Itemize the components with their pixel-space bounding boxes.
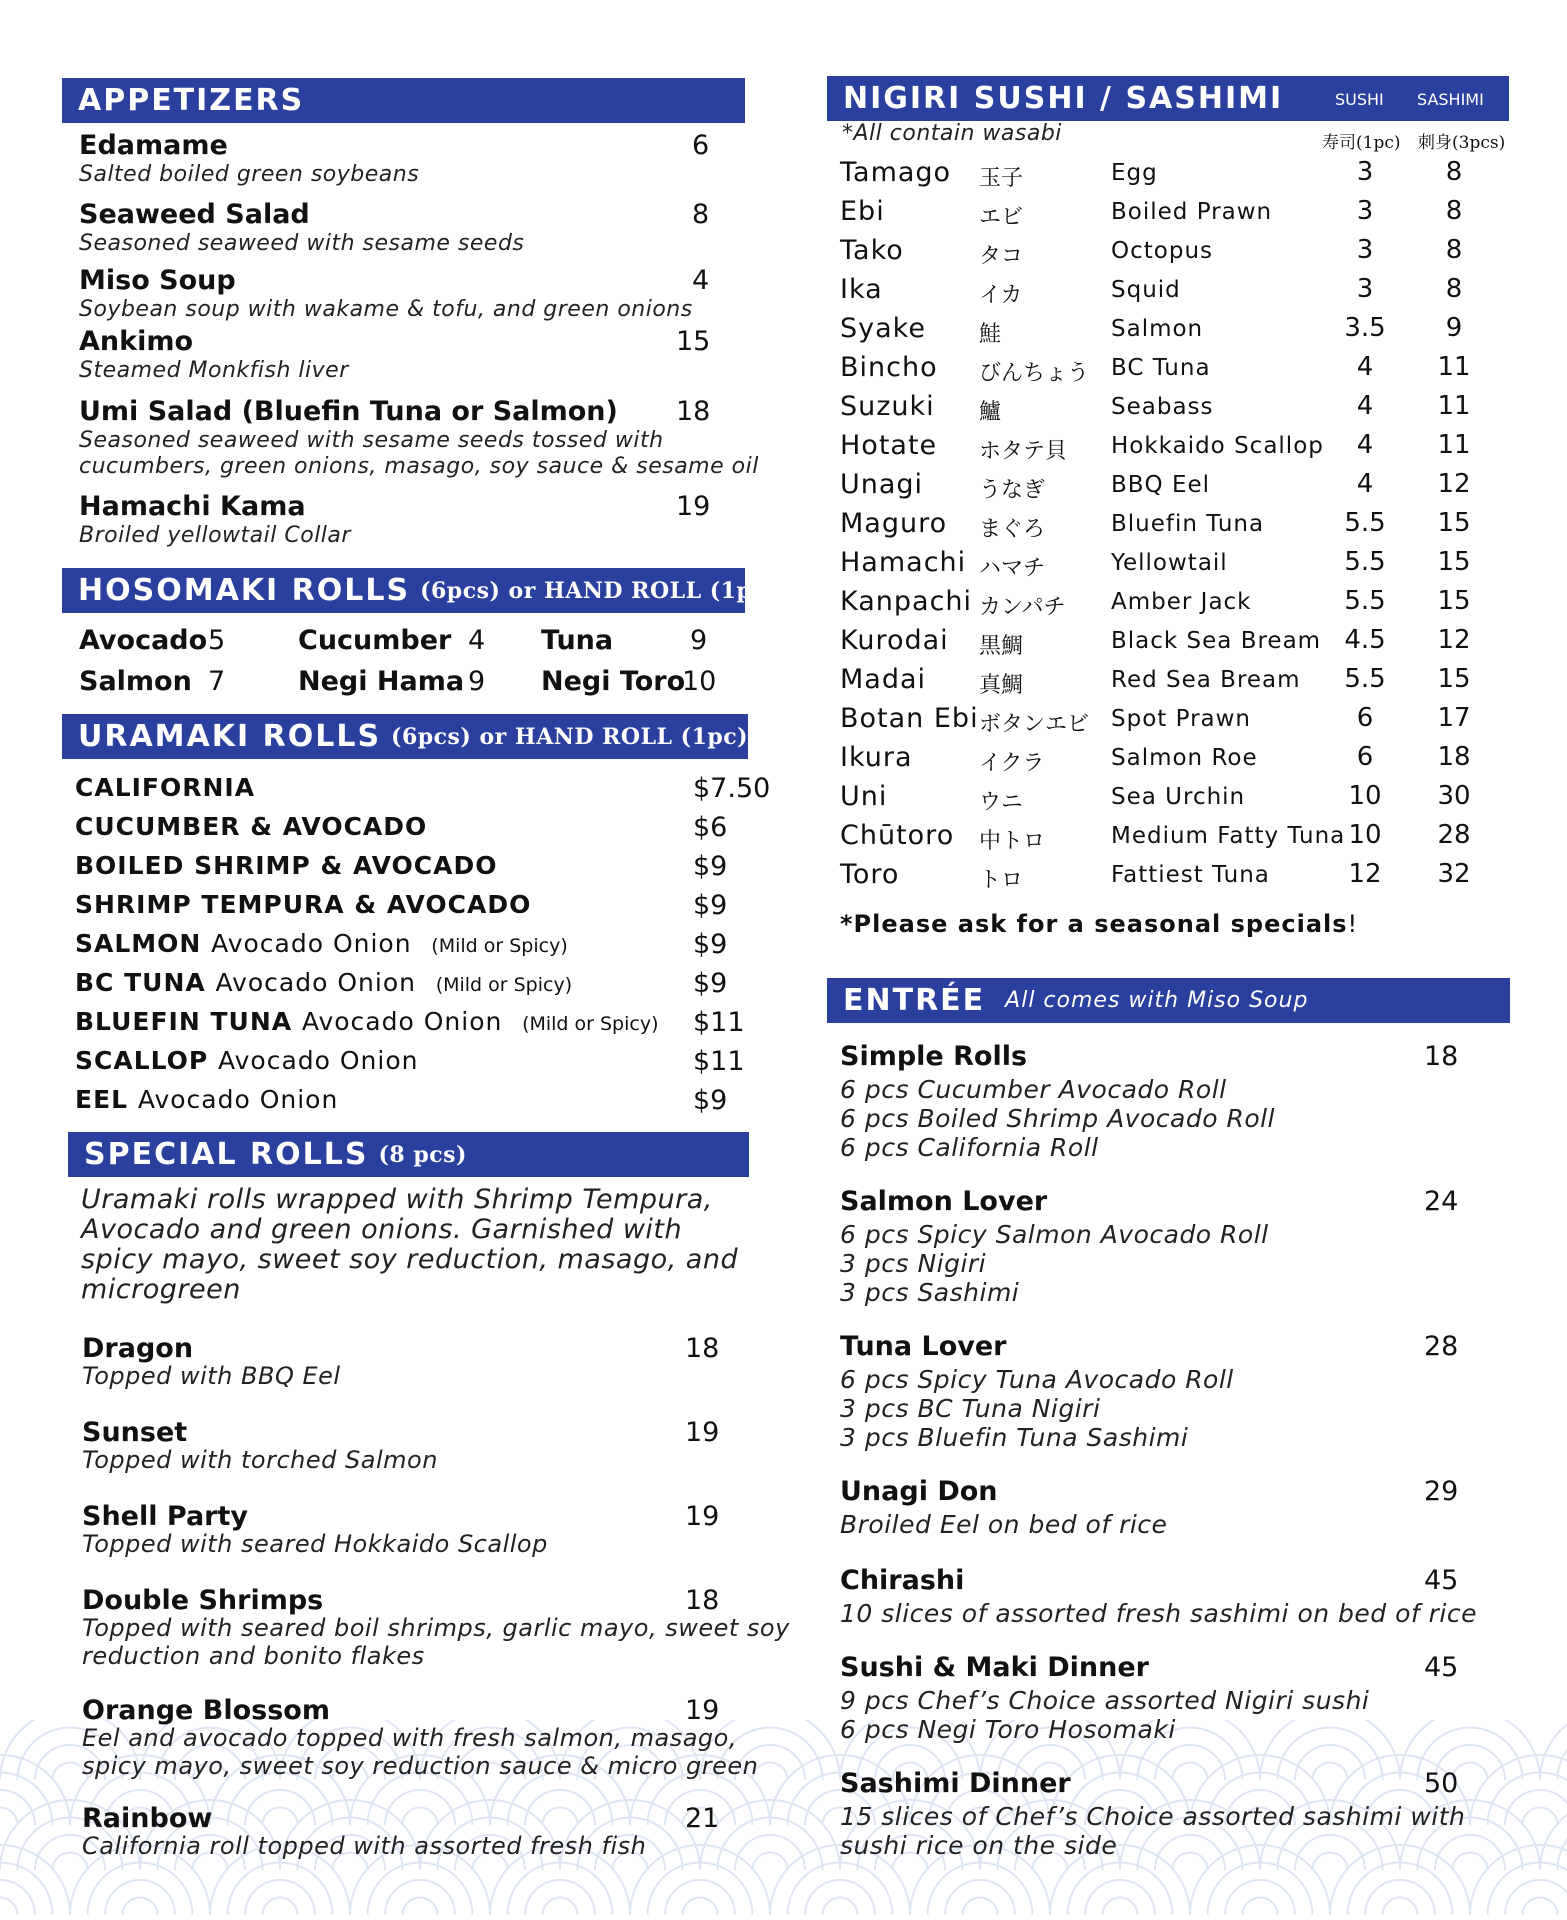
- seasonal-note-text: *Please ask for a seasonal specials: [840, 910, 1348, 938]
- special-roll-price: 21: [685, 1803, 720, 1834]
- nigiri-sashimi-price: 15: [1437, 586, 1471, 616]
- hosomaki-price: 10: [682, 666, 717, 697]
- appetizer-desc: Broiled yellowtail Collar: [79, 523, 351, 548]
- uramaki-item: [75, 773, 255, 802]
- hosomaki-name: Salmon: [79, 666, 192, 697]
- entree-desc-line: 6 pcs Cucumber Avocado Roll: [840, 1075, 1227, 1104]
- entree-desc-line: 6 pcs Boiled Shrimp Avocado Roll: [840, 1104, 1276, 1133]
- nigiri-sushi-price: 5.5: [1344, 586, 1386, 616]
- uramaki-item: [75, 851, 497, 880]
- nigiri-name: Tamago: [840, 157, 952, 188]
- entree-price: 50: [1424, 1768, 1459, 1799]
- nigiri-english: Black Sea Bream: [1111, 628, 1322, 654]
- special-intro-line: Avocado and green onions. Garnished with: [81, 1214, 683, 1245]
- uramaki-option: (Mild or Spicy): [435, 974, 573, 996]
- uramaki-name: SALMON: [75, 929, 202, 958]
- special-roll-name: Shell Party: [82, 1501, 248, 1532]
- nigiri-name: Kurodai: [840, 625, 949, 656]
- entree-name: Unagi Don: [840, 1476, 998, 1507]
- uramaki-extra: Avocado Onion: [217, 1046, 419, 1075]
- nigiri-sushi-price: 3: [1356, 157, 1374, 187]
- nigiri-name: Uni: [840, 781, 888, 812]
- entree-header: [827, 978, 1510, 1023]
- nigiri-name: Hotate: [840, 430, 938, 461]
- appetizer-price: 6: [692, 130, 710, 161]
- special-roll-price: 18: [685, 1333, 720, 1364]
- appetizer-desc: Seasoned seaweed with sesame seeds tossed with: [79, 428, 664, 453]
- uramaki-header: [62, 714, 748, 759]
- entree-subtitle: All comes with Miso Soup: [1005, 988, 1309, 1013]
- special-rolls-header: [68, 1132, 749, 1177]
- nigiri-sashimi-price: 11: [1437, 352, 1471, 382]
- nigiri-sushi-price: 3: [1356, 196, 1374, 226]
- nigiri-japanese: ウニ: [979, 790, 1024, 815]
- uramaki-item: [75, 1085, 338, 1114]
- nigiri-english: Boiled Prawn: [1111, 199, 1273, 225]
- nigiri-japanese: まぐろ: [979, 517, 1046, 542]
- nigiri-sushi-price: 6: [1356, 742, 1374, 772]
- uramaki-price: $9: [693, 929, 728, 960]
- uramaki-item: [75, 929, 568, 958]
- uramaki-subtitle: (6pcs) or HAND ROLL (1pc): [391, 723, 749, 750]
- uramaki-price: $11: [693, 1046, 745, 1077]
- nigiri-japanese: トロ: [979, 868, 1024, 893]
- nigiri-english: Salmon Roe: [1111, 745, 1258, 771]
- special-roll-desc: Topped with seared Hokkaido Scallop: [82, 1530, 548, 1558]
- nigiri-name: Hamachi: [840, 547, 967, 578]
- uramaki-extra: Avocado Onion: [211, 929, 412, 958]
- uramaki-title: URAMAKI ROLLS: [78, 719, 382, 754]
- nigiri-name: Toro: [840, 859, 900, 890]
- nigiri-english: Hokkaido Scallop: [1111, 433, 1324, 459]
- special-roll-name: Rainbow: [82, 1803, 213, 1834]
- entree-desc-line: 10 slices of assorted fresh sashimi on bed of rice: [840, 1599, 1477, 1628]
- special-roll-desc-line2: spicy mayo, sweet soy reduction sauce & micro green: [82, 1752, 759, 1780]
- special-roll-price: 18: [685, 1585, 720, 1616]
- nigiri-japanese: うなぎ: [979, 478, 1046, 503]
- special-intro-line: spicy mayo, sweet soy reduction, masago, and: [81, 1244, 739, 1275]
- special-rolls-title: SPECIAL ROLLS: [84, 1137, 369, 1172]
- nigiri-english: Squid: [1111, 277, 1181, 303]
- uramaki-item: [75, 812, 427, 841]
- seasonal-note: [840, 910, 1357, 938]
- appetizers-title: APPETIZERS: [78, 83, 305, 118]
- special-roll-name: Sunset: [82, 1417, 188, 1448]
- nigiri-note: *All contain wasabi: [842, 121, 1062, 146]
- nigiri-sashimi-price: 32: [1437, 859, 1471, 889]
- nigiri-english: Amber Jack: [1111, 589, 1252, 615]
- appetizer-name: Umi Salad (Bluefin Tuna or Salmon): [79, 396, 618, 427]
- nigiri-japanese: 中トロ: [979, 829, 1046, 854]
- special-roll-desc-line2: reduction and bonito flakes: [82, 1642, 425, 1670]
- nigiri-sashimi-price: 8: [1445, 235, 1463, 265]
- nigiri-sashimi-price: 17: [1437, 703, 1471, 733]
- appetizer-name: Ankimo: [79, 326, 194, 357]
- nigiri-name: Chūtoro: [840, 820, 955, 851]
- special-intro-line: microgreen: [81, 1274, 241, 1305]
- nigiri-col-sashimi: SASHIMI: [1417, 90, 1484, 109]
- nigiri-sashimi-price: 15: [1437, 547, 1471, 577]
- nigiri-sashimi-price: 12: [1437, 469, 1471, 499]
- appetizer-desc-line2: cucumbers, green onions, masago, soy sauce & sesame oil: [79, 454, 759, 479]
- uramaki-price: $6: [693, 812, 728, 843]
- nigiri-title: NIGIRI SUSHI / SASHIMI: [843, 81, 1284, 116]
- nigiri-sashimi-price: 12: [1437, 625, 1471, 655]
- nigiri-sashimi-sub: 刺身(3pcs): [1418, 133, 1506, 153]
- special-roll-price: 19: [685, 1501, 720, 1532]
- nigiri-name: Syake: [840, 313, 926, 344]
- uramaki-name: CALIFORNIA: [75, 773, 256, 802]
- nigiri-sashimi-price: 8: [1445, 274, 1463, 304]
- appetizer-price: 19: [676, 491, 711, 522]
- nigiri-japanese: イクラ: [979, 751, 1045, 776]
- hosomaki-name: Negi Hama: [298, 666, 465, 697]
- appetizer-price: 4: [692, 265, 710, 296]
- appetizer-desc: Soybean soup with wakame & tofu, and green onions: [79, 297, 693, 322]
- nigiri-sushi-price: 3.5: [1344, 313, 1386, 343]
- nigiri-sushi-price: 4: [1356, 352, 1374, 382]
- special-roll-desc: Eel and avocado topped with fresh salmon, masago,: [82, 1724, 737, 1752]
- nigiri-name: Ika: [840, 274, 883, 305]
- nigiri-sashimi-price: 15: [1437, 664, 1471, 694]
- nigiri-sushi-price: 5.5: [1344, 508, 1386, 538]
- nigiri-english: Seabass: [1111, 394, 1214, 420]
- appetizer-desc: Salted boiled green soybeans: [79, 162, 420, 187]
- nigiri-sushi-price: 4: [1356, 391, 1374, 421]
- nigiri-english: BBQ Eel: [1111, 472, 1211, 498]
- nigiri-sushi-price: 10: [1348, 781, 1382, 811]
- nigiri-english: Salmon: [1111, 316, 1204, 342]
- nigiri-sashimi-price: 8: [1445, 196, 1463, 226]
- uramaki-price: $9: [693, 890, 728, 921]
- uramaki-item: [75, 1007, 659, 1036]
- entree-desc-line: 3 pcs Sashimi: [840, 1278, 1020, 1307]
- nigiri-name: Bincho: [840, 352, 938, 383]
- entree-price: 28: [1424, 1331, 1459, 1362]
- hosomaki-name: Negi Toro: [541, 666, 686, 697]
- appetizer-name: Seaweed Salad: [79, 199, 310, 230]
- entree-title: ENTRÉE: [843, 983, 986, 1018]
- hosomaki-title: HOSOMAKI ROLLS: [78, 573, 411, 608]
- seasonal-note-end: !: [1347, 910, 1358, 938]
- entree-desc-line: 3 pcs Nigiri: [840, 1249, 987, 1278]
- nigiri-name: Tako: [840, 235, 904, 266]
- entree-desc-line: 6 pcs Spicy Tuna Avocado Roll: [840, 1365, 1234, 1394]
- nigiri-sushi-price: 4: [1356, 469, 1374, 499]
- entree-price: 18: [1424, 1041, 1459, 1072]
- uramaki-extra: Avocado Onion: [137, 1085, 339, 1114]
- entree-name: Sushi & Maki Dinner: [840, 1652, 1149, 1683]
- special-rolls-subtitle: (8 pcs): [378, 1141, 467, 1168]
- nigiri-name: Unagi: [840, 469, 924, 500]
- special-roll-name: Double Shrimps: [82, 1585, 324, 1616]
- nigiri-sashimi-price: 9: [1445, 313, 1463, 343]
- entree-desc-line: Broiled Eel on bed of rice: [840, 1510, 1168, 1539]
- uramaki-name: BC TUNA: [75, 968, 206, 997]
- nigiri-japanese: ハマチ: [979, 556, 1046, 581]
- nigiri-name: Kanpachi: [840, 586, 973, 617]
- nigiri-japanese: 鮭: [979, 322, 1002, 347]
- special-roll-desc: Topped with BBQ Eel: [82, 1362, 341, 1390]
- uramaki-item: [75, 968, 572, 997]
- nigiri-sushi-price: 5.5: [1344, 664, 1386, 694]
- entree-name: Sashimi Dinner: [840, 1768, 1071, 1799]
- appetizer-name: Miso Soup: [79, 265, 236, 296]
- uramaki-name: BLUEFIN TUNA: [75, 1007, 293, 1036]
- nigiri-japanese: ボタンエビ: [979, 712, 1090, 737]
- uramaki-name: BOILED SHRIMP & AVOCADO: [75, 851, 498, 880]
- entree-name: Chirashi: [840, 1565, 965, 1596]
- appetizers-header: [62, 78, 745, 123]
- appetizer-price: 18: [676, 396, 711, 427]
- nigiri-sushi-price: 4: [1356, 430, 1374, 460]
- entree-price: 45: [1424, 1652, 1459, 1683]
- entree-price: 24: [1424, 1186, 1459, 1217]
- uramaki-item: [75, 890, 531, 919]
- uramaki-extra: Avocado Onion: [215, 968, 416, 997]
- nigiri-english: Bluefin Tuna: [1111, 511, 1265, 537]
- nigiri-japanese: 玉子: [979, 166, 1024, 191]
- nigiri-japanese: 黒鯛: [979, 634, 1024, 659]
- appetizer-desc: Seasoned seaweed with sesame seeds: [79, 231, 525, 256]
- nigiri-english: Egg: [1111, 160, 1158, 186]
- appetizer-price: 15: [676, 326, 711, 357]
- nigiri-sashimi-price: 15: [1437, 508, 1471, 538]
- entree-desc-line: 15 slices of Chef’s Choice assorted sashimi with: [840, 1802, 1466, 1831]
- nigiri-japanese: タコ: [979, 244, 1024, 269]
- special-roll-desc: California roll topped with assorted fresh fish: [82, 1832, 647, 1860]
- appetizer-name: Edamame: [79, 130, 228, 161]
- entree-desc-line: 6 pcs Negi Toro Hosomaki: [840, 1715, 1176, 1744]
- entree-name: Tuna Lover: [840, 1331, 1007, 1362]
- nigiri-sushi-price: 3: [1356, 274, 1374, 304]
- uramaki-item: [75, 1046, 418, 1075]
- special-intro-line: Uramaki rolls wrapped with Shrimp Tempura,: [81, 1184, 713, 1215]
- nigiri-japanese: 真鯛: [979, 673, 1024, 698]
- nigiri-sashimi-price: 28: [1437, 820, 1471, 850]
- hosomaki-name: Tuna: [541, 625, 614, 656]
- hosomaki-price: 4: [468, 625, 486, 656]
- uramaki-price: $9: [693, 968, 728, 999]
- entree-desc-line: 9 pcs Chef’s Choice assorted Nigiri sushi: [840, 1686, 1370, 1715]
- nigiri-sashimi-price: 30: [1437, 781, 1471, 811]
- uramaki-extra: Avocado Onion: [301, 1007, 503, 1036]
- entree-name: Salmon Lover: [840, 1186, 1048, 1217]
- hosomaki-price: 5: [208, 625, 226, 656]
- nigiri-sushi-price: 3: [1356, 235, 1374, 265]
- appetizer-price: 8: [692, 199, 710, 230]
- special-roll-price: 19: [685, 1417, 720, 1448]
- special-roll-name: Orange Blossom: [82, 1695, 330, 1726]
- entree-desc-line: 3 pcs Bluefin Tuna Sashimi: [840, 1423, 1189, 1452]
- nigiri-japanese: カンパチ: [979, 595, 1066, 620]
- uramaki-price: $11: [693, 1007, 745, 1038]
- hosomaki-header: [62, 568, 778, 613]
- nigiri-sashimi-price: 11: [1437, 391, 1471, 421]
- nigiri-sushi-price: 5.5: [1344, 547, 1386, 577]
- appetizer-name: Hamachi Kama: [79, 491, 306, 522]
- nigiri-sushi-price: 4.5: [1344, 625, 1386, 655]
- uramaki-price: $7.50: [693, 773, 771, 804]
- uramaki-name: EEL: [75, 1085, 129, 1114]
- nigiri-name: Madai: [840, 664, 927, 695]
- nigiri-sushi-sub: 寿司(1pc): [1322, 133, 1401, 153]
- uramaki-name: SHRIMP TEMPURA & AVOCADO: [75, 890, 532, 919]
- nigiri-english: Red Sea Bream: [1111, 667, 1301, 693]
- hosomaki-price: 9: [690, 625, 708, 656]
- nigiri-name: Maguro: [840, 508, 948, 539]
- nigiri-english: Medium Fatty Tuna: [1111, 823, 1346, 849]
- nigiri-japanese: イカ: [979, 283, 1023, 308]
- nigiri-name: Ikura: [840, 742, 913, 773]
- entree-desc-line: 3 pcs BC Tuna Nigiri: [840, 1394, 1101, 1423]
- nigiri-japanese: 鱸: [979, 400, 1002, 425]
- special-roll-price: 19: [685, 1695, 720, 1726]
- nigiri-japanese: びんちょう: [979, 361, 1090, 386]
- uramaki-option: (Mild or Spicy): [431, 935, 568, 957]
- uramaki-option: (Mild or Spicy): [522, 1013, 659, 1035]
- nigiri-english: BC Tuna: [1111, 355, 1211, 381]
- nigiri-sashimi-price: 18: [1437, 742, 1471, 772]
- special-roll-desc: Topped with torched Salmon: [82, 1446, 438, 1474]
- nigiri-sushi-price: 10: [1348, 820, 1382, 850]
- nigiri-header: [827, 76, 1509, 121]
- uramaki-price: $9: [693, 851, 728, 882]
- nigiri-name: Ebi: [840, 196, 885, 227]
- hosomaki-price: 7: [208, 666, 226, 697]
- entree-price: 29: [1424, 1476, 1459, 1507]
- uramaki-name: CUCUMBER & AVOCADO: [75, 812, 428, 841]
- nigiri-english: Yellowtail: [1111, 550, 1228, 576]
- nigiri-sashimi-price: 11: [1437, 430, 1471, 460]
- entree-price: 45: [1424, 1565, 1459, 1596]
- entree-desc-line: sushi rice on the side: [840, 1831, 1118, 1860]
- special-roll-name: Dragon: [82, 1333, 194, 1364]
- nigiri-name: Botan Ebi: [840, 703, 979, 734]
- nigiri-japanese: ホタテ貝: [979, 439, 1068, 464]
- nigiri-japanese: エビ: [979, 205, 1024, 230]
- nigiri-english: Sea Urchin: [1111, 784, 1246, 810]
- nigiri-english: Octopus: [1111, 238, 1213, 264]
- nigiri-col-sushi: SUSHI: [1335, 90, 1384, 109]
- hosomaki-subtitle: (6pcs) or HAND ROLL (1pc): [420, 577, 778, 604]
- nigiri-name: Suzuki: [840, 391, 935, 422]
- uramaki-name: SCALLOP: [75, 1046, 209, 1075]
- uramaki-price: $9: [693, 1085, 728, 1116]
- hosomaki-name: Cucumber: [298, 625, 452, 656]
- hosomaki-name: Avocado: [79, 625, 208, 656]
- entree-desc-line: 6 pcs California Roll: [840, 1133, 1099, 1162]
- nigiri-english: Fattiest Tuna: [1111, 862, 1270, 888]
- entree-desc-line: 6 pcs Spicy Salmon Avocado Roll: [840, 1220, 1269, 1249]
- entree-name: Simple Rolls: [840, 1041, 1028, 1072]
- nigiri-sashimi-price: 8: [1445, 157, 1463, 187]
- appetizer-desc: Steamed Monkfish liver: [79, 358, 349, 383]
- nigiri-english: Spot Prawn: [1111, 706, 1252, 732]
- nigiri-sushi-price: 12: [1348, 859, 1382, 889]
- nigiri-sushi-price: 6: [1356, 703, 1374, 733]
- special-roll-desc: Topped with seared boil shrimps, garlic mayo, sweet soy: [82, 1614, 790, 1642]
- hosomaki-price: 9: [468, 666, 486, 697]
